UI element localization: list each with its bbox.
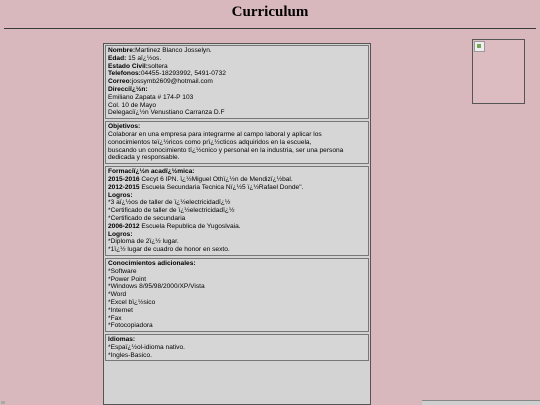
- formacion-school: Escuela Republica de Yugoslvaia.: [139, 222, 241, 230]
- conocimiento-item: *Fotocopiadora: [108, 322, 153, 330]
- objetivos-line: Colaborar en una empresa para integrarme al campo laboral y aplicar los: [108, 130, 322, 138]
- direccion-line: Col. 10 de Mayo: [108, 101, 157, 109]
- formacion-label: Formaciï¿½n acadï¿½mica:: [108, 168, 195, 176]
- logros-label: Logros:: [108, 230, 133, 238]
- conocimiento-item: *Word: [108, 291, 127, 299]
- profile-photo: [472, 39, 525, 104]
- objetivos-line: buscando un conocimiento tï¿½cnico y personal en la industria, ser una persona: [108, 146, 344, 154]
- conocimientos-label: Conocimientos adicionales:: [108, 259, 196, 267]
- edad-value: 15 aï¿½os.: [126, 54, 162, 62]
- status-indicator-icon: [1, 401, 5, 404]
- formacion-years: 2012-2015: [108, 183, 140, 191]
- logro-item: *3 aï¿½os de taller de ï¿½electricidadï¿½: [108, 199, 231, 207]
- telefonos-row: [108, 70, 366, 78]
- telefonos-label: Telefonos:: [108, 70, 141, 78]
- broken-image-icon: [474, 41, 485, 52]
- direccion-label-text: Direcciï¿½n:: [108, 85, 148, 93]
- conocimiento-item: *Internet: [108, 306, 133, 314]
- telefonos-value: 04455-18293992, 5491-0732: [140, 70, 226, 78]
- conocimiento-item: *Software: [108, 267, 137, 275]
- objetivos-section: [105, 121, 369, 164]
- formacion-entry: [108, 176, 366, 184]
- conocimiento-item: *Excel bï¿½sico: [108, 298, 156, 306]
- conocimiento-item: *Windows 8/95/98/2000/XP/Vista: [108, 283, 205, 291]
- nombre-row: [108, 47, 366, 55]
- conocimientos-section: [105, 258, 369, 332]
- personal-section: [105, 45, 369, 119]
- horizontal-scrollbar[interactable]: [422, 400, 540, 405]
- correo-label: Correo:: [108, 78, 132, 86]
- formacion-school: Escuela Secundaria Tecnica Nï¿½5 ï¿½Rafael Donde".: [139, 183, 304, 191]
- conocimiento-item: *Power Point: [108, 275, 147, 283]
- estado-row: [108, 63, 366, 71]
- formacion-entry: [108, 184, 366, 192]
- logros-label: Logros:: [108, 191, 133, 199]
- idiomas-section: [105, 334, 369, 361]
- objetivos-label: Objetivos:: [108, 123, 141, 131]
- formacion-years: 2015-2016: [108, 175, 140, 183]
- formacion-years: 2006-2012: [108, 222, 140, 230]
- conocimiento-item: *Fax: [108, 314, 122, 322]
- edad-row: [108, 55, 366, 63]
- logro-item: *Diploma de 2ï¿½ lugar.: [108, 238, 179, 246]
- edad-label: Edad:: [108, 54, 127, 62]
- formacion-section: [105, 166, 369, 256]
- direccion-line: Emiliano Zapata # 174-P 103: [108, 93, 194, 101]
- logro-item: *1ï¿½ lugar de cuadro de honor en sexto.: [108, 246, 230, 254]
- objetivos-line: dedicada y responsable.: [108, 154, 180, 162]
- logro-item: *Certificado de taller de ï¿½electricidadï¿½: [108, 207, 235, 215]
- idioma-item: *Ingles-Basico.: [108, 351, 152, 359]
- objetivos-line: conocimientos teï¿½ricos como prï¿½cticos adquiridos en la escuela,: [108, 138, 312, 146]
- page-title: Curriculum: [231, 4, 309, 20]
- estado-label: Estado Civil:: [108, 62, 148, 70]
- idioma-item: *Espaï¿½ol-idioma nativo.: [108, 343, 185, 351]
- idiomas-label: Idiomas:: [108, 336, 136, 344]
- correo-value: jossymb2609@hotmail.com: [131, 78, 213, 86]
- formacion-school: Cecyt 6 IPN. ï¿½Miguel Othï¿½n de Mendizï¿½bal.: [139, 175, 293, 183]
- nombre-value: Martinez Blanco Josselyn.: [135, 47, 212, 54]
- direccion-line: Delegaciï¿½n Venustiano Carranza D.F: [108, 109, 225, 117]
- estado-value: soltera: [147, 62, 168, 70]
- formacion-entry: [108, 223, 366, 231]
- correo-row: [108, 78, 366, 86]
- curriculum-table: [103, 43, 371, 405]
- direccion-label: [108, 86, 366, 94]
- title-divider: [4, 28, 536, 29]
- logro-item: *Certificado de secundaria: [108, 214, 186, 222]
- nombre-label: Nombre:: [108, 47, 136, 54]
